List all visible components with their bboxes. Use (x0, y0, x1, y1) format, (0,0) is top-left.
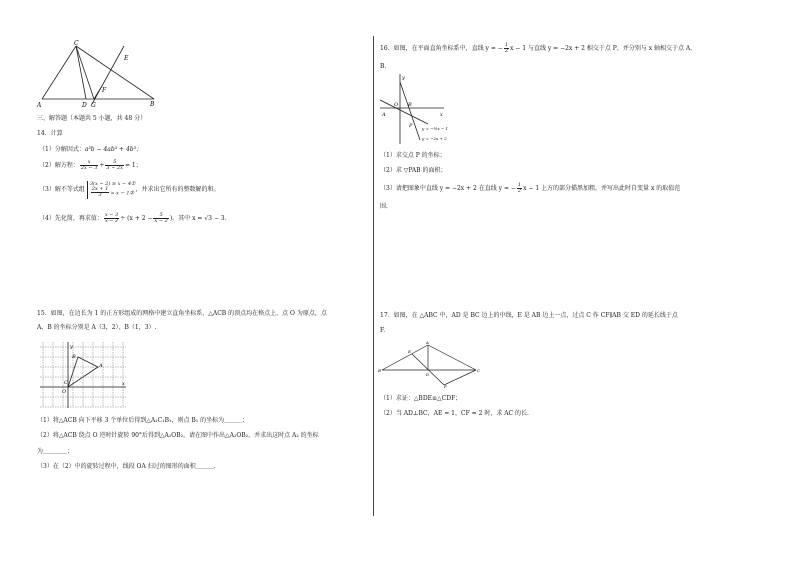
q14-4-end: )，其中 x = √3 − 3． (169, 215, 231, 222)
fig17-label-b: B (378, 368, 381, 373)
q14-2-prefix: （2）解方程： (39, 162, 79, 169)
segment-gf (94, 86, 102, 99)
segment-cd (76, 46, 86, 99)
q16-part3-line1 (380, 182, 680, 196)
label-a: A (37, 102, 42, 109)
q16-3a: （3）请把图象中直线 y = −2x + 2 在直线 y = − (380, 185, 516, 192)
frac-den: 2 (504, 48, 508, 54)
frac-den: 3 − 2x (106, 165, 123, 171)
grid-label-a: A (99, 363, 103, 369)
q14-1-expr: a³b − 4ab³ + 4b³； (84, 146, 143, 153)
segment-ac (428, 345, 476, 370)
frac-den: 2x − 3 (80, 165, 98, 171)
q16-text-line1 (380, 42, 696, 56)
fig17-label-f: F (444, 384, 447, 388)
q14-4-frac1 (104, 213, 119, 225)
segment-cg (76, 46, 94, 99)
equals-one: = 1； (124, 162, 142, 169)
inequality-2 (90, 187, 136, 199)
grid-label-b: B (72, 354, 76, 360)
q14-4-prefix: （4）先化简，再求值： (39, 215, 103, 222)
label-b: B (150, 101, 155, 108)
q17-text-line1: 17．如图，在 △ABC 中，AD 是 BC 边上的中线，E 是 AB 边上一点，过点 C 作 CF∥AB 交 ED 的延长线于点 (380, 312, 678, 319)
frac-num: 2x + 1 (91, 185, 109, 192)
fig16-label-x: x (440, 112, 443, 118)
fig16-line1-label: y = −½x − 1 (422, 126, 449, 131)
fig16-label-b: B (408, 102, 412, 108)
q15-text-line1: 15．如图，在边长为 1 的正方形组成的网格中建立直角坐标系，△ACB 的顶点均在格点上，点 O 为原点，点 (37, 310, 327, 317)
q14-3-prefix: （3）解不等式组 (39, 186, 85, 193)
fig16-label-o: O (394, 102, 399, 108)
q17-part2: （2）当 AD⊥BC，AE = 1，CF = 2 时，求 AC 的长. (380, 410, 529, 417)
label-e: E (124, 55, 129, 62)
q17-part1: （1）求证：△BDE≌△CDF； (380, 395, 462, 402)
q16-3b: x − 1 上方的部分描黑加粗，并写出此时自变量 x 的取值范 (523, 185, 681, 192)
frac-num: 1 (504, 41, 508, 48)
label-g: G (91, 102, 96, 109)
q14-part4 (39, 211, 231, 227)
q14-part3 (39, 178, 220, 202)
fig17-label-d: D (426, 372, 430, 377)
plus-sign: + (99, 162, 105, 169)
frac-num: 5 (153, 213, 168, 220)
section-heading: 三、解答题（本题共 5 小题，共 48 分） (37, 115, 147, 122)
q16-part1: （1）求交点 P 的坐标； (380, 152, 446, 159)
fig17-label-e: E (408, 349, 411, 354)
triangle-figure-13 (36, 38, 166, 110)
q14-2-frac2 (105, 160, 124, 172)
frac-num: 1 (517, 181, 522, 188)
q14-4-frac2 (153, 213, 168, 225)
frac-num: 5 (105, 160, 124, 167)
fig16-label-y: y (402, 75, 405, 81)
fig16-label-p: P (409, 123, 413, 129)
grid-label-c: C (64, 380, 68, 386)
grid-label-x: x (122, 381, 125, 387)
line-1 (380, 100, 428, 124)
frac-den: x − 2 (154, 218, 168, 224)
q16-3-frac (517, 183, 522, 195)
grid-label-o: O (62, 389, 67, 395)
q14-3-suffix: ，并求出它所有的整数解的和。 (135, 186, 220, 193)
segment-ba (382, 345, 428, 370)
q15-part2-line1: （2）将△ACB 绕点 O 逆时针旋转 90°后得到△A₂OB₂，请在图中作出△A₂OB₂，并求出这时点 A₂ 的坐标 (37, 432, 319, 439)
frac-num: x (80, 160, 99, 167)
q17-text-line2: F. (380, 327, 386, 334)
inequality-system (87, 181, 136, 199)
q16-b: x − 1 与直线 y = −2x + 2 相交于点 P，并分别与 x 轴相交于点 A、 (510, 45, 697, 52)
frac-den: 2 (517, 188, 522, 194)
frac-den: 3 (98, 192, 102, 198)
q16-coordinate-figure (378, 72, 458, 146)
q16-part2: （2）求 ▽PAB 的面积； (380, 167, 447, 174)
line-2 (400, 82, 420, 140)
label-c: C (74, 40, 79, 47)
column-divider (373, 36, 374, 516)
q14-2-frac1 (80, 160, 99, 172)
q16-a: 16．如图，在平面直角坐标系中，直线 y = − (380, 45, 503, 52)
q14-part1 (39, 146, 142, 154)
ineq2-rhs: > x − 1② (110, 190, 135, 196)
fig17-label-c: C (477, 368, 481, 373)
q14-part2 (39, 158, 142, 174)
q17-triangle-figure (378, 340, 482, 388)
frac-den: x − 2 (104, 218, 119, 224)
fig16-label-a: A (382, 112, 386, 118)
q15-text-line2: A、B 的坐标分别是 A（3，2）、B（1，3）. (37, 324, 157, 331)
grid-label-y: y (70, 344, 73, 350)
segment-cf (444, 370, 476, 385)
segment-ac (42, 46, 76, 99)
label-d: D (82, 102, 87, 109)
q14-4-mid: ÷ (x + 2 − (120, 215, 153, 222)
segment-cb (76, 46, 154, 99)
q16-frac (504, 43, 509, 55)
fig16-line2-label: y = −2x + 2 (422, 136, 447, 141)
q14-title: 14．计算 (37, 130, 63, 137)
inequality-1: 3(x − 2) ≥ x − 4① (89, 180, 136, 187)
q16-text-line2: B. (380, 63, 387, 70)
q15-part1: （1）将△ACB 向下平移 3 个单位后得到△A₁C₁B₁，则点 B₁ 的坐标为＿＿＿； (37, 417, 249, 424)
q15-part3: （3）在（2）中的旋转过程中，线段 OA 扫过的图形的面积＿＿＿. (37, 463, 216, 470)
frac-num: x − 3 (104, 211, 119, 218)
q14-1-prefix: （1）分解因式： (39, 146, 85, 153)
ineq2-frac (91, 187, 110, 199)
q16-part3-line2: 围. (380, 203, 388, 210)
q15-part2-line2: 为＿＿＿＿； (37, 448, 74, 455)
q15-grid-figure (38, 340, 128, 410)
label-f: F (102, 87, 107, 94)
fig17-label-a: A (426, 340, 429, 345)
